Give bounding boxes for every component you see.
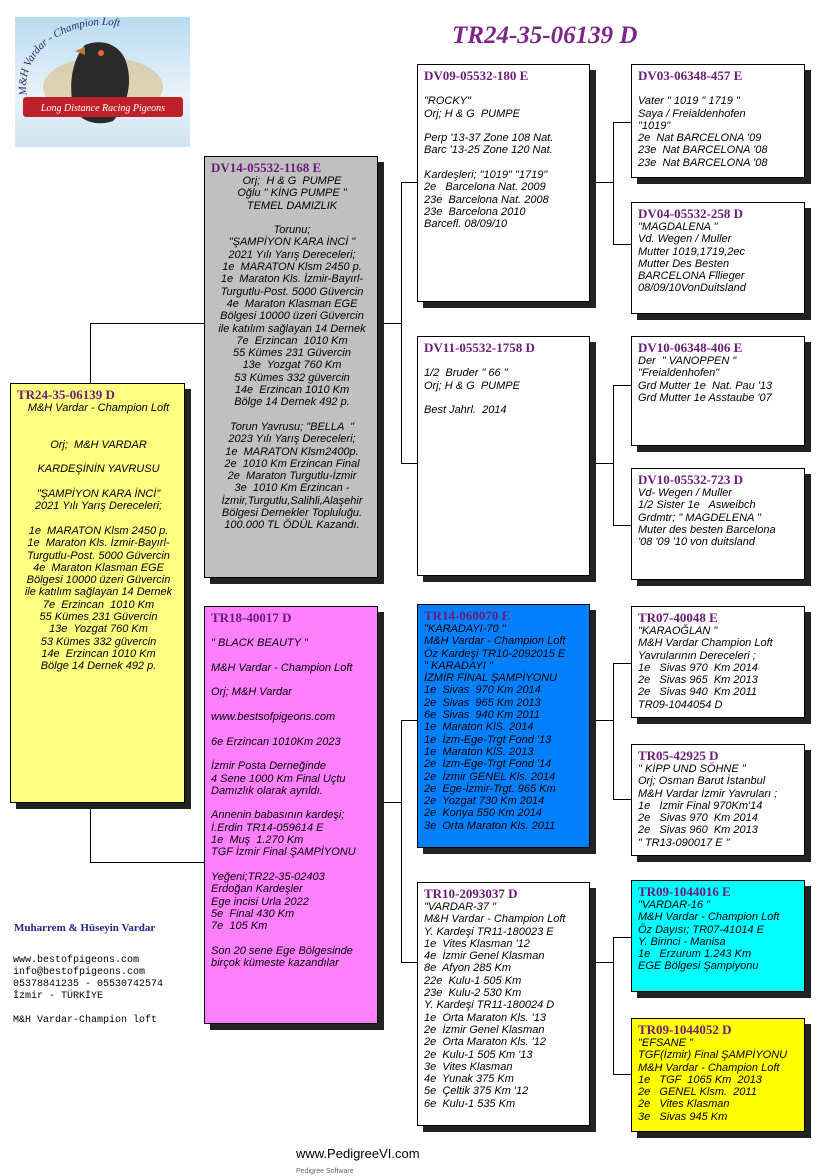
pedigree-line: Orj; M&H VARDAR — [50, 438, 147, 451]
pedigree-line: 1e Maraton KlS. 2014 — [424, 721, 534, 734]
dsd-notes — [638, 763, 800, 849]
connector-line — [90, 802, 91, 862]
pedigree-line — [211, 699, 373, 711]
pedigree-line: 1e İzm-Ege-Trgt Fond '13 — [424, 733, 552, 746]
pedigree-line: 2e Yozgat 730 Km 2014 — [424, 795, 545, 808]
pedigree-line: 2e Barcelona Nat. 2009 — [424, 181, 546, 194]
pedigree-line — [211, 625, 373, 637]
sire-sire-ring-number: DV09-05532-180 E — [424, 68, 529, 83]
logo-arc-text: M&H Vardar - Champion Loft — [16, 17, 121, 96]
pedigree-line: 2e Konya 550 Km 2014 — [424, 807, 543, 820]
pedigree-line: "Freialdenhofen" — [638, 367, 720, 380]
pedigree-line: 3e 1010 Km Erzincan - — [234, 482, 350, 495]
logo-banner-text: Long Distance Racing Pigeons — [40, 103, 166, 114]
pedigree-line — [424, 157, 585, 169]
pedigree-line — [424, 355, 585, 367]
subject-notes — [17, 402, 180, 673]
pedigree-line: "VARDAR-37 " — [424, 901, 496, 913]
pedigree-line: 2e 1010 Km Erzincan Final — [224, 457, 360, 470]
pedigree-line: Bölgesi 10000 üzeri Güvercin — [220, 310, 364, 323]
pedigree-line — [424, 392, 585, 404]
pedigree-line: 8e Afyon 285 Km — [424, 962, 512, 975]
pedigree-line: Son 20 sene Ege Bölgesinde — [211, 944, 353, 957]
pedigree-line: Muter des besten Barcelona — [638, 523, 776, 536]
pedigree-line: ile katılım sağlayan 14 Dernek — [24, 586, 173, 599]
pedigree-line — [17, 451, 180, 463]
pedigree-line: Turgutlu-Post. 5000 Güvercin — [27, 549, 170, 562]
connector-line — [378, 802, 401, 803]
dam-notes — [211, 625, 373, 969]
pedigree-line: Oğlu " KİNG PUMPE " — [237, 187, 347, 200]
pedigree-line: Saya / Freialdenhofen — [638, 107, 746, 120]
pedigree-line: 1e Maraton Kls. İzmir-Bayırl- — [27, 537, 170, 550]
dsd-ring-number: TR05-42925 D — [638, 748, 719, 763]
ddd-notes — [638, 1037, 800, 1123]
pedigree-line: Turgutlu-Post. 5000 Güvercin — [220, 285, 364, 298]
pedigree-line: M&H Vardar - Champion Loft — [424, 913, 566, 926]
pedigree-line: 2e Sivas 960 Km 2013 — [638, 824, 758, 837]
pedigree-line: 13e Yozgat 760 Km — [242, 359, 342, 372]
connector-line — [401, 463, 417, 464]
connector-line — [613, 663, 614, 800]
pedigree-line: Öz Dayısı; TR07-41014 E — [638, 923, 764, 936]
pedigree-line: Orj; M&H Vardar — [211, 686, 292, 699]
ddd-box — [631, 1018, 805, 1132]
pedigree-line: Vd- Wegen / Muller — [638, 487, 732, 499]
pedigree-line: Bölgesi Dernekler Topluluğu. — [221, 507, 363, 520]
pedigree-line: 23e Barcelona Nat. 2008 — [424, 193, 549, 206]
dss-notes — [638, 625, 800, 711]
pedigree-line: 4e Maraton Klasman EGE — [33, 561, 164, 574]
connector-line — [613, 937, 614, 1075]
connector-line — [613, 122, 614, 245]
contact-line: M&H Vardar-Champion loft — [13, 1015, 158, 1026]
pedigree-line: " BLACK BEAUTY " — [211, 637, 308, 650]
contact-line[interactable]: info@bestofpigeons.com — [13, 967, 146, 978]
pedigree-line: 1e Maraton Kls. İzmir-Bayırl- — [220, 273, 364, 286]
pedigree-line: Orj; Osman Barut İstanbul — [638, 775, 766, 788]
connector-line — [590, 463, 613, 464]
pedigree-line: 23e Nat BARCELONA '08 — [638, 156, 768, 169]
pedigree-line: Grdmtr; " MAGDELENA " — [638, 511, 761, 524]
ddd-ring-number: TR09-1044052 D — [638, 1022, 732, 1037]
pedigree-line: 2e GENEL Klsm. 2011 — [638, 1086, 757, 1099]
pedigree-line: 7e 105 Km — [211, 920, 268, 933]
pedigree-line: BARCELONA Fllieger — [638, 270, 745, 283]
pedigree-line: 5e Çeltik 375 Km '12 — [424, 1085, 529, 1098]
pedigree-line: 100.000 TL ÖDÜL Kazandı. — [224, 519, 360, 532]
pedigree-line: M&H Vardar - Champion Loft — [638, 1061, 780, 1074]
pedigree-line: 1/2 Sister 1e Asweibch — [638, 499, 756, 512]
sire-dam-box — [417, 336, 590, 576]
pedigree-line: 1e Maraton KlS. 2013 — [424, 745, 534, 758]
connector-line — [590, 720, 613, 721]
pedigree-line: Y. Kardeşi TR11-180023 E — [424, 925, 554, 938]
subject-ring-number: TR24-35-06139 D — [17, 387, 115, 402]
connector-line — [590, 962, 613, 963]
connector-line — [401, 720, 402, 963]
pedigree-line: 4e Yunak 375 Km — [424, 1073, 514, 1086]
pedigree-line: Vater " 1019 " 1719 " — [638, 95, 740, 108]
pedigree-line: M&H Vardar - Champion Loft — [211, 661, 353, 674]
pedigree-line: Y. Birinci - Manisa — [638, 935, 726, 948]
contact-line: İzmir - TÜRKİYE — [13, 991, 104, 1002]
dam-ring-number: TR18-40017 D — [211, 610, 292, 625]
pedigree-line: Grd Mutter 1e Asstaube '07 — [638, 391, 772, 404]
pedigree-line: 14e Erzincan 1010 Km — [234, 384, 350, 397]
pedigree-line: TEMEL DAMIZLIK — [246, 199, 338, 212]
pedigree-line: " KARADAYI " — [424, 659, 493, 672]
pedigree-line: TGF İzmir Final ŞAMPİYONU — [211, 846, 356, 859]
pedigree-line — [424, 83, 585, 95]
pedigree-line: 3e Orta Maraton Kls. 2011 — [424, 819, 556, 832]
contact-line[interactable]: www.bestofpigeons.com — [13, 955, 140, 966]
pedigree-line: 53 Kümes 332 güvercin — [234, 371, 350, 384]
pedigree-line: Barc '13-25 Zone 120 Nat. — [424, 144, 553, 157]
pedigree-line: 1e Muş 1.270 Km — [211, 834, 304, 847]
connector-line — [613, 244, 631, 245]
pedigree-line — [17, 476, 180, 488]
pedigree-line: Öz Kardeşi TR10-2092015 E — [424, 647, 566, 660]
pedigree-line: Mutter Des Besten — [638, 257, 730, 270]
pedigree-line: 2e Sivas 940 Km 2011 — [638, 686, 758, 699]
dds-box — [631, 880, 805, 992]
connector-line — [401, 182, 402, 464]
pedigree-line: 2021 Yılı Yarış Dereceleri; — [34, 500, 163, 513]
pedigree-line: Yavrularının Dereceleri ; — [638, 649, 756, 662]
pedigree-line: Torunu; — [273, 224, 311, 237]
pedigree-line: Der " VANOPPEN " — [638, 355, 737, 367]
pedigree-line — [211, 797, 373, 809]
pedigree-line: Ege incisi Urla 2022 — [211, 895, 309, 908]
pedigree-line: " KİPP UND SÖHNE " — [638, 763, 746, 775]
ssd-ring-number: DV04-05532-258 D — [638, 206, 744, 221]
connector-line — [613, 385, 614, 526]
dam-sire-notes — [424, 623, 585, 832]
connector-line — [90, 323, 91, 383]
pedigree-line: 2023 Yılı Yarış Dereceleri; — [228, 433, 356, 446]
pedigree-line — [211, 723, 373, 735]
pigeon-logo-icon — [15, 17, 190, 147]
pedigree-line: 1e İzmir Final 970Km'14 — [638, 799, 763, 812]
pedigree-line: 55 Kümes 231 Güvercin — [232, 347, 351, 360]
pedigree-line: 4e Maraton Klasman EGE — [226, 297, 358, 310]
connector-line — [90, 862, 204, 863]
pedigree-line: Orj; H & G PUMPE — [424, 107, 520, 120]
pedigree-line: 2e Sivas 965 Km 2013 — [424, 696, 541, 709]
pedigree-line: 1e TGF 1065 Km 2013 — [638, 1073, 762, 1086]
pedigree-line: 6e Kulu-1 535 Km — [424, 1097, 516, 1110]
dds-notes — [638, 899, 800, 973]
sds-box — [631, 336, 805, 446]
pedigree-line: Yeğeni;TR22-35-02403 — [211, 870, 325, 883]
pedigree-line: İZMİR FİNAL ŞAMPİYONU — [424, 672, 558, 685]
pedigree-line: 2e İzm-Ege-Trgt Fond '14 — [424, 758, 552, 771]
pedigree-line: 1e MARATON Klsm2400p. — [225, 445, 359, 458]
brand-link[interactable]: www.PedigreeVI.com — [296, 1146, 420, 1161]
pedigree-line — [211, 650, 373, 662]
pedigree-line: 2e İzmir GENEL Kls. 2014 — [424, 770, 556, 783]
pedigree-line: Vd. Wegen / Muller — [638, 233, 732, 246]
pedigree-title-ring: TR24-35-06139 D — [452, 22, 638, 49]
connector-line — [613, 663, 631, 664]
pedigree-line: "1019" — [638, 119, 671, 132]
pedigree-line: birçok kümeste kazandılar — [211, 957, 339, 970]
pedigree-line: 4 Sene 1000 Km Final Uçtu — [211, 772, 346, 785]
pedigree-line: "ŞAMPİYON KARA İNCİ" — [36, 488, 161, 501]
sire-sire-notes — [424, 83, 585, 231]
pedigree-line: 7e Erzincan 1010 Km — [236, 334, 348, 347]
connector-line — [401, 962, 417, 963]
pedigree-line — [211, 748, 373, 760]
connector-line — [90, 323, 204, 324]
ssd-box — [631, 202, 805, 314]
pedigree-line: 14e Erzincan 1010 Km — [41, 647, 156, 660]
pedigree-line: Orj; H & G PUMPE — [242, 175, 342, 187]
pedigree-line: 5e Final 430 Km — [211, 907, 295, 920]
sire-notes — [211, 175, 373, 532]
pedigree-line: 13e Yozgat 760 Km — [49, 623, 148, 636]
pedigree-line: '08 '09 '10 von duitsland — [638, 536, 755, 549]
pedigree-line: "MAGDALENA " — [638, 221, 718, 233]
connector-line — [613, 525, 631, 526]
pedigree-line: "KARAOĞLAN " — [638, 625, 718, 637]
pedigree-line: Mutter 1019,1719,2ec — [638, 245, 746, 258]
pedigree-line: Torun Yavrusu; "BELLA " — [230, 420, 354, 433]
pedigree-line: Grd Mutter 1e Nat. Pau '13 — [638, 379, 773, 392]
ssd-notes — [638, 221, 800, 295]
pedigree-line: 1e MARATON Klsm 2450 p. — [222, 261, 362, 274]
dds-ring-number: TR09-1044016 E — [638, 884, 731, 899]
dam-dam-box — [417, 882, 590, 1126]
pedigree-line: İzmir Posta Derneğinde — [211, 760, 326, 773]
loft-logo — [15, 17, 190, 147]
pedigree-line: EGE Bölgesi Şampiyonu — [638, 960, 759, 973]
pedigree-line: ile katılım sağlayan 14 Dernek — [218, 322, 366, 335]
pedigree-line — [424, 120, 585, 132]
pedigree-line: 2e Sivas 965 Km 2013 — [638, 674, 758, 687]
pedigree-line: 1e Orta Maraton Kls. '13 — [424, 1011, 546, 1024]
sire-sire-box — [417, 64, 590, 302]
sdd-box — [631, 468, 805, 580]
pedigree-line — [17, 427, 180, 439]
contact-line: 05378841235 - 05530742574 — [13, 979, 164, 990]
connector-line — [613, 799, 631, 800]
pedigree-line: KARDEŞİNİN YAVRUSU — [37, 463, 160, 476]
dsd-box — [631, 744, 805, 856]
pedigree-line: "ROCKY" — [424, 95, 471, 108]
connector-line — [378, 323, 401, 324]
pedigree-line: 1e Erzurum 1.243 Km — [638, 948, 752, 961]
dam-sire-ring-number: TR14-060070 E — [424, 608, 511, 623]
pedigree-line: M&H Vardar Champion Loft — [638, 637, 773, 650]
sire-box — [204, 156, 378, 578]
dam-sire-box — [417, 604, 590, 848]
pedigree-line: 2e Ege-İzmir-Trgt. 965 Km — [424, 782, 556, 795]
pedigree-line: "VARDAR-16 " — [638, 899, 710, 911]
pedigree-line — [211, 409, 373, 421]
pedigree-line: 6e Erzincan 1010Km 2023 — [211, 735, 341, 748]
pedigree-line — [211, 674, 373, 686]
dam-dam-ring-number: TR10-2093037 D — [424, 886, 518, 901]
pedigree-line: Erdoğan Kardeşler — [211, 883, 303, 896]
pedigree-line: 7e Erzincan 1010 Km — [42, 598, 155, 611]
contact-info — [13, 955, 163, 1027]
pedigree-line — [211, 859, 373, 871]
pedigree-line: www.bestsofpigeons.com — [211, 711, 336, 724]
pedigree-line: 08/09/10VonDuitsland — [638, 282, 746, 295]
sdd-ring-number: DV10-05532-723 D — [638, 472, 744, 487]
sire-ring-number: DV14-05532-1168 E — [211, 160, 322, 175]
dss-ring-number: TR07-40048 E — [638, 610, 718, 625]
pedigree-line: Bölge 14 Dernek 492 p. — [234, 396, 350, 409]
pedigree-line: 1e Sivas 970 Km 2014 — [424, 684, 541, 697]
subject-box — [10, 383, 185, 803]
pedigree-line: Perp '13-37 Zone 108 Nat. — [424, 132, 554, 145]
pedigree-line: 22e Kulu-1 505 Km — [424, 974, 522, 987]
sds-notes — [638, 355, 800, 404]
pedigree-line — [17, 513, 180, 525]
sire-dam-ring-number: DV11-05532-1758 D — [424, 340, 535, 355]
pedigree-line: 23e Nat BARCELONA '08 — [638, 144, 768, 157]
pedigree-line: 2e Kulu-1 505 Km '13 — [424, 1048, 533, 1061]
pedigree-line — [211, 212, 373, 224]
pedigree-line: 2e Nat BARCELONA '09 — [638, 132, 762, 145]
pedigree-line: 55 Kümes 231 Güvercin — [39, 611, 158, 624]
pedigree-line: Barcefl. 08/09/10 — [424, 218, 508, 231]
pedigree-line: 6e Sivas 940 Km 2011 — [424, 709, 540, 722]
pedigree-line: TGF(İzmir) Final ŞAMPİYONU — [638, 1049, 788, 1062]
pedigree-line: 3e Sivas 945 Km — [638, 1110, 728, 1123]
pedigree-line: 23e Kulu-2 530 Km — [424, 987, 522, 1000]
connector-line — [613, 122, 631, 123]
connector-line — [401, 720, 417, 721]
brand-tag: Pedigree Software — [296, 1168, 354, 1175]
pedigree-line: Y. Kardeşi TR11-180024 D — [424, 999, 555, 1012]
pedigree-line: "EFSANE " — [638, 1037, 693, 1049]
pedigree-line: Damızlık olarak ayrıldı. — [211, 784, 323, 797]
pedigree-line: Orj; H & G PUMPE — [424, 379, 520, 392]
sds-ring-number: DV10-06348-406 E — [638, 340, 743, 355]
pedigree-line: 2e Orta Maraton Kls. '12 — [424, 1036, 546, 1049]
pedigree-line: 2021 Yılı Yarış Dereceleri; — [228, 248, 356, 261]
pedigree-line: 2e İzmir Genel Klasman — [424, 1023, 545, 1036]
pedigree-line: 2e Vites Klasman — [638, 1098, 730, 1111]
breeder-name: Muharrem & Hüseyin Vardar — [14, 922, 156, 934]
connector-line — [401, 182, 417, 183]
dam-box — [204, 606, 378, 1024]
contact-line — [13, 1003, 163, 1015]
pedigree-line: Annenin babasının kardeşi; — [211, 809, 345, 822]
pedigree-line: 3e Vites Klasman — [424, 1060, 513, 1073]
pedigree-line: M&H Vardar - Champion Loft — [638, 911, 780, 924]
pedigree-line: 23e Barcelona 2010 — [424, 205, 526, 218]
pedigree-line: M&H Vardar - Champion Loft — [27, 402, 170, 414]
pedigree-line: 4e İzmir Genel Klasman — [424, 950, 545, 963]
pedigree-line: M&H Vardar - Champion Loft — [424, 635, 566, 648]
pedigree-line: İzmir,Turgutlu,Salihli,Alaşehir — [221, 494, 363, 507]
pedigree-line: 53 Kümes 332 güvercin — [40, 635, 157, 648]
pedigree-line: Bölgesi 10000 üzeri Güvercin — [26, 574, 171, 587]
pedigree-line: Bölge 14 Dernek 492 p. — [40, 660, 157, 673]
pedigree-line: 2e Maraton Turgutlu-İzmir — [227, 470, 357, 483]
sss-ring-number: DV03-06348-457 E — [638, 68, 743, 83]
dss-box — [631, 606, 805, 718]
pedigree-line — [638, 83, 800, 95]
connector-line — [590, 182, 613, 183]
pedigree-line: Kardeşleri; "1019" "1719" — [424, 169, 548, 182]
pedigree-line: 2e Sivas 970 Km 2014 — [638, 812, 758, 825]
pedigree-line — [211, 932, 373, 944]
pedigree-line: " TR13-090017 E " — [638, 836, 730, 849]
pedigree-line: "ŞAMPİYON KARA İNCİ " — [228, 236, 356, 249]
pedigree-line: İ.Erdin TR14-059614 E — [211, 821, 324, 834]
sss-notes — [638, 83, 800, 169]
dam-dam-notes — [424, 901, 585, 1110]
pedigree-line: 1/2 Bruder " 66 " — [424, 367, 508, 380]
pedigree-line: 1e Vites Klasman '12 — [424, 937, 530, 950]
pedigree-line: M&H Vardar İzmir Yavruları ; — [638, 787, 778, 800]
sss-box — [631, 64, 805, 178]
sire-dam-notes — [424, 355, 585, 416]
pedigree-line: TR09-1044054 D — [638, 698, 723, 711]
connector-line — [613, 385, 631, 386]
pedigree-line: 1e Sivas 970 Km 2014 — [638, 661, 758, 674]
pedigree-line: Best Jahrl. 2014 — [424, 404, 507, 417]
pedigree-line: "KARADAYI-70 " — [424, 623, 506, 635]
sdd-notes — [638, 487, 800, 548]
pedigree-line: 1e MARATON Klsm 2450 p. — [28, 524, 169, 537]
connector-line — [613, 937, 631, 938]
pedigree-line — [17, 414, 180, 426]
connector-line — [613, 1074, 631, 1075]
